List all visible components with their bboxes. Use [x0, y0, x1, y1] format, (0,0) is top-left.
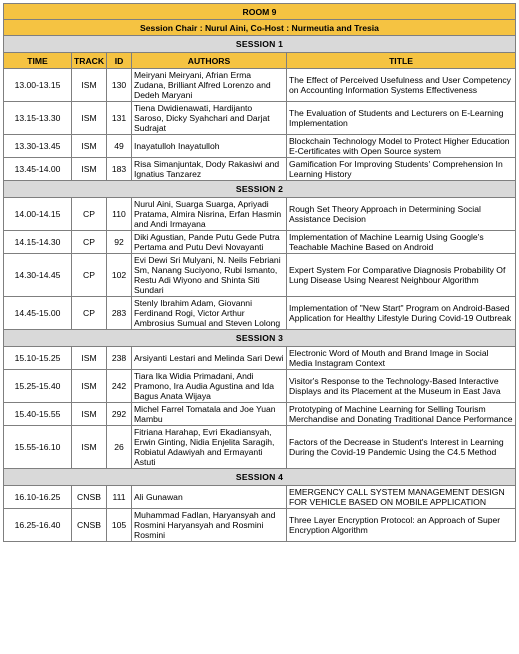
table-row: [4, 426, 516, 469]
id-cell: 26: [107, 426, 132, 469]
title-cell: Implementation of Machine Learnig Using Google's Teachable Machine Based on Android: [287, 231, 516, 254]
id-cell: 131: [107, 102, 132, 135]
title-cell: Electronic Word of Mouth and Brand Image in Social Media Instagram Context: [287, 347, 516, 370]
id-header: ID: [107, 53, 132, 69]
time-cell: 14.00-14.15: [4, 198, 72, 231]
track-cell: ISM: [72, 135, 107, 158]
time-cell: 13.15-13.30: [4, 102, 72, 135]
id-cell: 242: [107, 370, 132, 403]
schedule-table: [3, 3, 516, 542]
schedule-body: [4, 4, 516, 542]
title-cell: Expert System For Comparative Diagnosis Probability Of Lung Disease Using Nearest Neighbour Algorithm: [287, 254, 516, 297]
id-cell: 111: [107, 486, 132, 509]
session-row: [4, 330, 516, 347]
authors-cell: Muhammad Fadlan, Haryansyah and Rosmini Haryansyah and Rosmini Rosmini: [132, 509, 287, 542]
id-cell: 238: [107, 347, 132, 370]
track-cell: ISM: [72, 102, 107, 135]
authors-cell: Michel Farrel Tomatala and Joe Yuan Mambu: [132, 403, 287, 426]
session-row: [4, 469, 516, 486]
session-row: [4, 181, 516, 198]
track-cell: ISM: [72, 347, 107, 370]
track-cell: ISM: [72, 426, 107, 469]
table-row: [4, 254, 516, 297]
track-cell: CP: [72, 231, 107, 254]
track-cell: CNSB: [72, 509, 107, 542]
table-row: [4, 297, 516, 330]
table-row: [4, 198, 516, 231]
authors-cell: Arsiyanti Lestari and Melinda Sari Dewi: [132, 347, 287, 370]
title-cell: EMERGENCY CALL SYSTEM MANAGEMENT DESIGN FOR VEHICLE BASED ON MOBILE APPLICATION: [287, 486, 516, 509]
table-row: [4, 158, 516, 181]
time-cell: 16.25-16.40: [4, 509, 72, 542]
authors-cell: Fitriana Harahap, Evri Ekadiansyah, Erwin Ginting, Nidia Enjelita Saragih, Robiatul Adawiyah and Ermayanti Astuti: [132, 426, 287, 469]
track-cell: CNSB: [72, 486, 107, 509]
title-cell: Factors of the Decrease in Student's Interest in Learning During the Covid-19 Pandemic Using the C4.5 Method: [287, 426, 516, 469]
track-cell: CP: [72, 297, 107, 330]
room-title: ROOM 9: [4, 4, 516, 20]
id-cell: 283: [107, 297, 132, 330]
time-cell: 15.40-15.55: [4, 403, 72, 426]
table-row: [4, 403, 516, 426]
track-cell: ISM: [72, 370, 107, 403]
authors-cell: Ali Gunawan: [132, 486, 287, 509]
time-cell: 15.55-16.10: [4, 426, 72, 469]
id-cell: 102: [107, 254, 132, 297]
time-header: TIME: [4, 53, 72, 69]
table-row: [4, 370, 516, 403]
track-cell: CP: [72, 254, 107, 297]
track-cell: ISM: [72, 69, 107, 102]
authors-cell: Stenly Ibrahim Adam, Giovanni Ferdinand Rogi, Victor Arthur Ambrosius Sumual and Steven Lolong: [132, 297, 287, 330]
id-cell: 292: [107, 403, 132, 426]
title-cell: Blockchain Technology Model to Protect Higher Education E-Certificates with Open Source system: [287, 135, 516, 158]
table-row: [4, 69, 516, 102]
session-title: SESSION 2: [4, 181, 516, 198]
time-cell: 14.45-15.00: [4, 297, 72, 330]
table-row: [4, 102, 516, 135]
id-cell: 92: [107, 231, 132, 254]
title-cell: Rough Set Theory Approach in Determining Social Assistance Decision: [287, 198, 516, 231]
title-header: TITLE: [287, 53, 516, 69]
session-title: SESSION 3: [4, 330, 516, 347]
time-cell: 14.30-14.45: [4, 254, 72, 297]
authors-cell: Tiara Ika Widia Primadani, Andi Pramono, Ira Audia Agustina and Ida Bagus Anata Wijaya: [132, 370, 287, 403]
title-cell: Three Layer Encryption Protocol: an Approach of Super Encryption Algorithm: [287, 509, 516, 542]
authors-cell: Diki Agustian, Pande Putu Gede Putra Pertama and Putu Devi Novayanti: [132, 231, 287, 254]
id-cell: 183: [107, 158, 132, 181]
table-row: [4, 135, 516, 158]
session-title: SESSION 1: [4, 36, 516, 53]
id-cell: 110: [107, 198, 132, 231]
authors-cell: Meiryani Meiryani, Afrian Erma Zudana, Brilliant Alfred Lorenzo and Dedeh Maryani: [132, 69, 287, 102]
track-cell: ISM: [72, 403, 107, 426]
time-cell: 16.10-16.25: [4, 486, 72, 509]
time-cell: 15.10-15.25: [4, 347, 72, 370]
authors-header: AUTHORS: [132, 53, 287, 69]
title-cell: The Evaluation of Students and Lecturers on E-Learning Implementation: [287, 102, 516, 135]
authors-cell: Risa Simanjuntak, Dody Rakasiwi and Ignatius Tanzarez: [132, 158, 287, 181]
authors-cell: Inayatulloh Inayatulloh: [132, 135, 287, 158]
title-cell: Prototyping of Machine Learning for Selling Tourism Merchandise and Donating Traditional Dance Performance: [287, 403, 516, 426]
table-row: [4, 509, 516, 542]
title-cell: Visitor's Response to the Technology-Based Interactive Displays and its Placement at the Museum in East Java: [287, 370, 516, 403]
session-chair: Session Chair : Nurul Aini, Co-Host : Nurmeutia and Tresia: [4, 20, 516, 36]
time-cell: 13.45-14.00: [4, 158, 72, 181]
table-row: [4, 347, 516, 370]
column-header-row: [4, 53, 516, 69]
id-cell: 49: [107, 135, 132, 158]
session-row: [4, 36, 516, 53]
title-cell: Gamification For Improving Students' Comprehension In Learning History: [287, 158, 516, 181]
authors-cell: Nurul Aini, Suarga Suarga, Apriyadi Pratama, Almira Nisrina, Erfan Hasmin and Andi Irmayana: [132, 198, 287, 231]
title-cell: Implementation of "New Start" Program on Android-Based Application for Healthy Lifestyle During Covid-19 Outbreak: [287, 297, 516, 330]
id-cell: 130: [107, 69, 132, 102]
time-cell: 15.25-15.40: [4, 370, 72, 403]
authors-cell: Evi Dewi Sri Mulyani, N. Neils Febriani Sm, Nanang Suciyono, Rubi Ismanto, Restu Adi Wiyono and Shinta Siti Sundari: [132, 254, 287, 297]
time-cell: 14.15-14.30: [4, 231, 72, 254]
authors-cell: Tiena Dwidienawati, Hardijanto Saroso, Dicky Syahchari and Darjat Sudrajat: [132, 102, 287, 135]
table-row: [4, 231, 516, 254]
id-cell: 105: [107, 509, 132, 542]
session-title: SESSION 4: [4, 469, 516, 486]
table-row: [4, 486, 516, 509]
time-cell: 13.30-13.45: [4, 135, 72, 158]
track-cell: CP: [72, 198, 107, 231]
title-cell: The Effect of Perceived Usefulness and User Competency on Accounting Information Systems Effectiveness: [287, 69, 516, 102]
track-cell: ISM: [72, 158, 107, 181]
track-header: TRACK: [72, 53, 107, 69]
time-cell: 13.00-13.15: [4, 69, 72, 102]
